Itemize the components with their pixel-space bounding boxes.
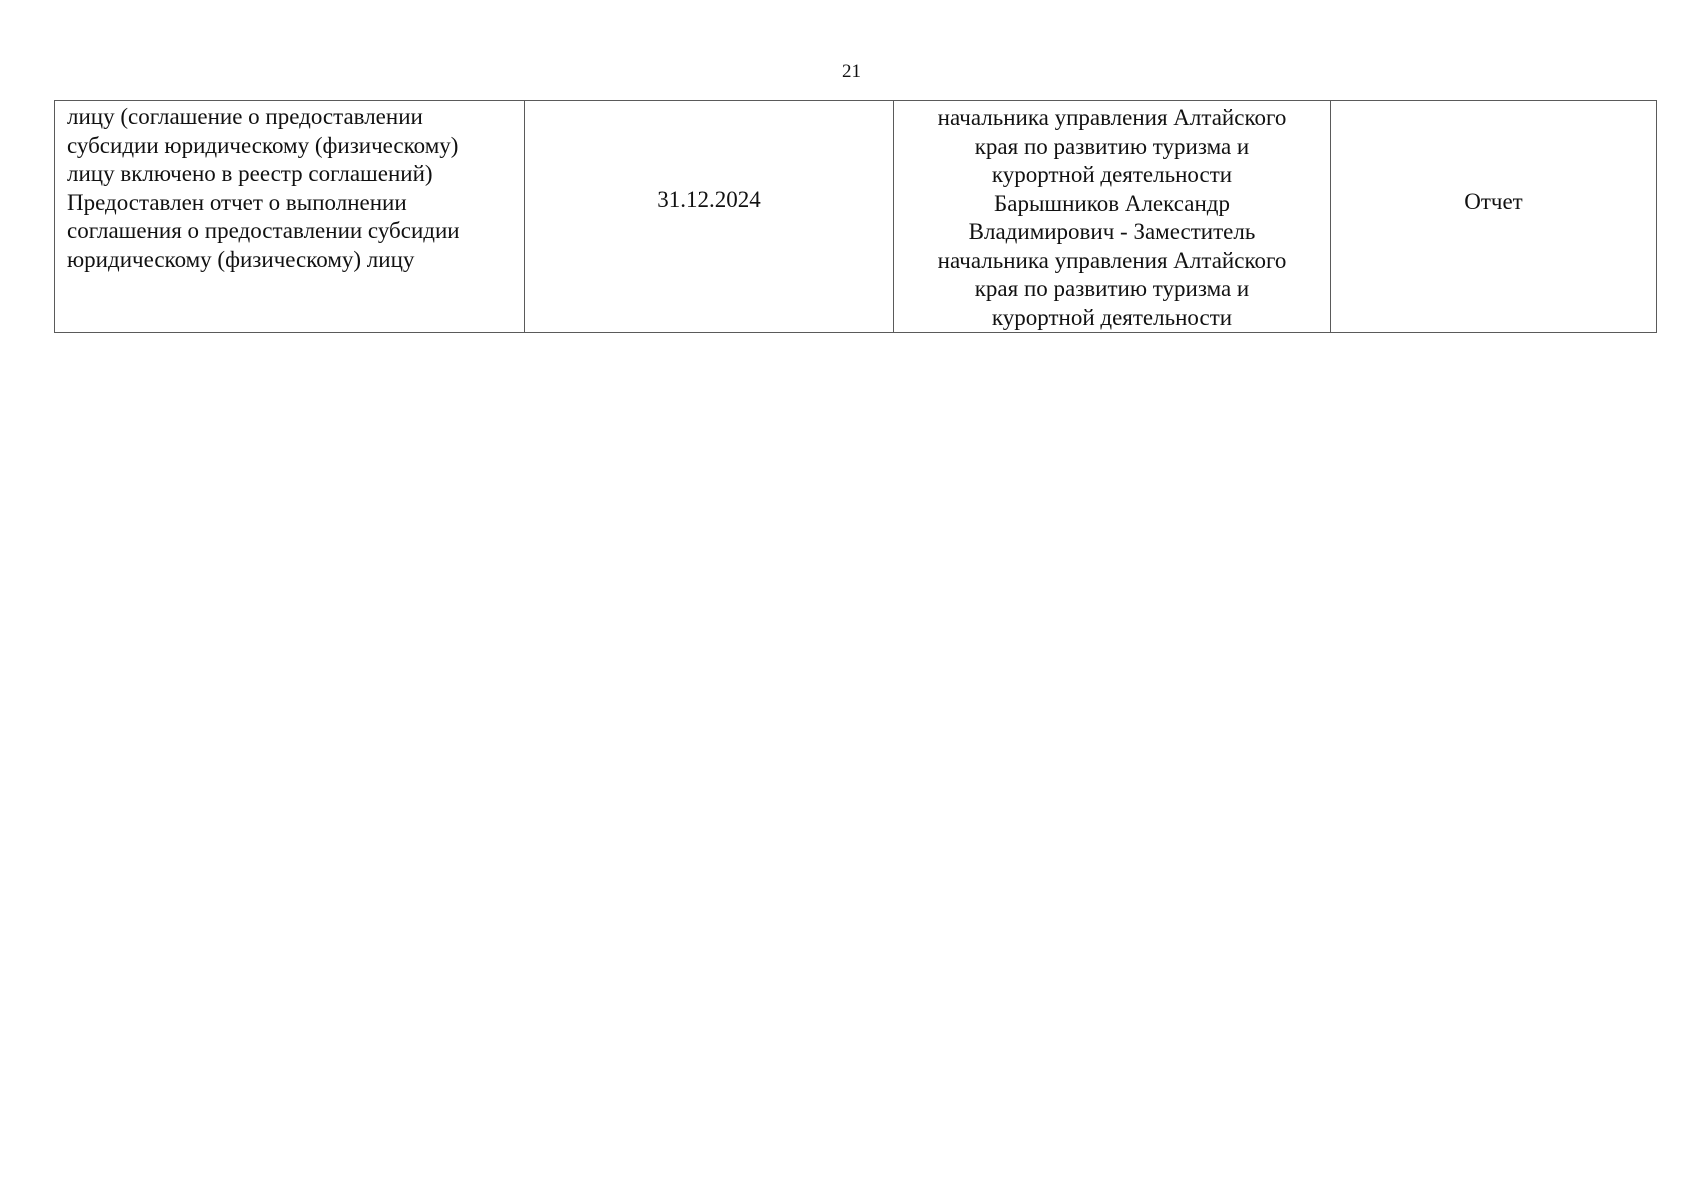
responsible-line: курортной деятельности: [991, 304, 1233, 330]
responsible-cell: [894, 101, 1331, 333]
responsible-line: начальника управления Алтайского: [937, 247, 1287, 273]
responsible-line: края по развитию туризма и: [974, 276, 1250, 301]
responsible-line: начальника управления Алтайского: [937, 105, 1287, 130]
page-number: 21: [842, 61, 861, 82]
description-line: юридическому (физическому) лицу: [67, 246, 415, 272]
table-row: [55, 101, 1657, 333]
deadline-date: 31.12.2024: [657, 187, 761, 212]
description-line: субсидии юридическому (физическому): [67, 132, 459, 158]
document-type: Отчет: [1464, 189, 1523, 214]
description-line: Предоставлен отчет о выполнении: [67, 189, 407, 215]
description-line: лицу (соглашение о предоставлении: [67, 104, 423, 129]
responsible-line: края по развитию туризма и: [974, 133, 1250, 159]
responsible-line: курортной деятельности: [991, 162, 1233, 187]
responsible-line: Барышников Александр: [994, 190, 1230, 216]
document-type-cell: [1331, 101, 1657, 333]
description-line: соглашения о предоставлении субсидии: [67, 218, 460, 243]
responsible-line: Владимирович - Заместитель: [968, 219, 1256, 244]
date-cell: [525, 101, 894, 333]
control-points-table: [54, 100, 1657, 333]
description-line: лицу включено в реестр соглашений): [67, 161, 433, 186]
description-cell: [55, 101, 525, 333]
